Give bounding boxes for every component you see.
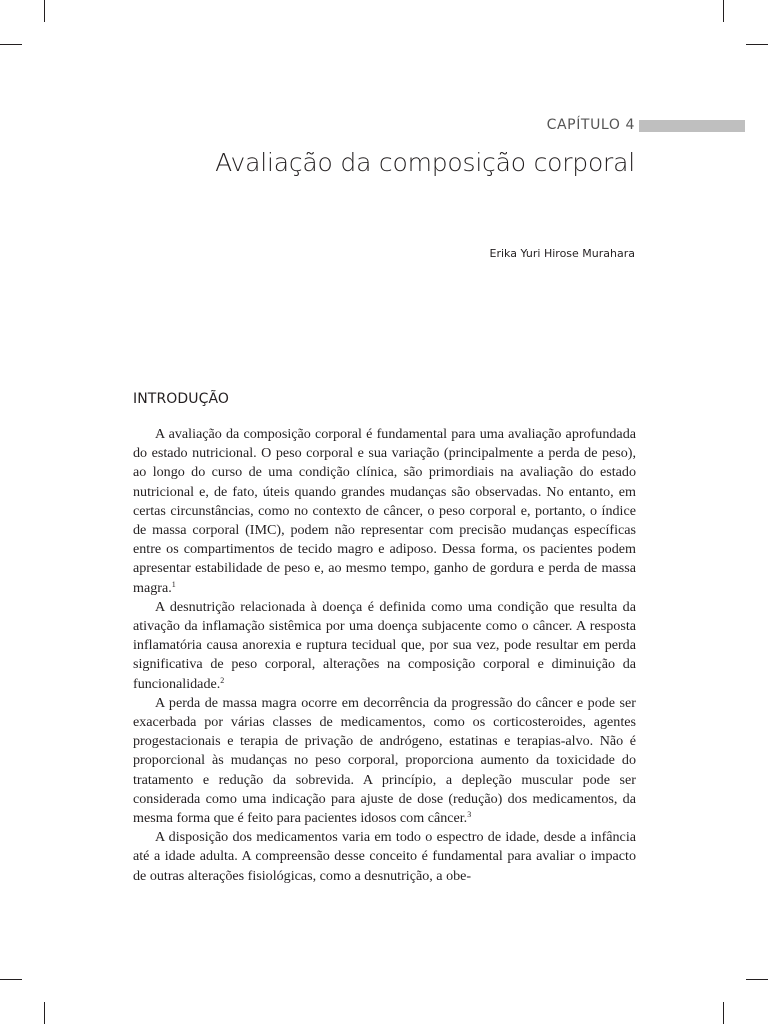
paragraph-3 — [133, 694, 636, 828]
reference-3: 3 — [467, 810, 472, 820]
paragraph-1 — [133, 425, 636, 598]
crop-mark-bottom-right-v — [723, 1002, 724, 1024]
paragraph-4 — [133, 828, 636, 886]
paragraph-4-text: A disposição dos medicamentos varia em todo o espectro de idade, desde a infância até a idade adulta. A compreensão desse conceito é fundamental para avaliar o impacto de outras alterações fisiológicas, como a desnutrição, a obe- — [133, 829, 636, 884]
chapter-bar — [639, 120, 745, 132]
paragraph-2 — [133, 598, 636, 694]
crop-mark-top-right-v — [723, 0, 724, 22]
reference-2: 2 — [220, 675, 225, 685]
crop-mark-bottom-right-h — [746, 979, 768, 980]
crop-mark-bottom-left-h — [0, 979, 22, 980]
chapter-label: CAPÍTULO 4 — [546, 117, 635, 133]
body-text — [133, 425, 636, 886]
reference-1: 1 — [171, 579, 176, 589]
crop-mark-top-left-h — [0, 44, 22, 45]
paragraph-1-text: A avaliação da composição corporal é fundamental para uma avaliação aprofundada do estado nutricional. O peso corporal e sua variação (principalmente a perda de peso), ao longo do curso de uma condição clínica, são primordiais na avaliação do estado nutricional e, de fato, úteis quando grandes mudanças são observadas. No entanto, em certas circunstâncias, como no contexto de câncer, o peso corporal e, portanto, o índice de massa corporal (IMC), podem não representar com precisão mudanças específicas entre os compartimentos de tecido magro e adiposo. Dessa forma, os pacientes podem apresentar estabilidade de peso e, ao mesmo tempo, ganho de gordura e perda de massa magra. — [133, 426, 636, 596]
crop-mark-top-left-v — [44, 0, 45, 22]
crop-mark-bottom-left-v — [44, 1002, 45, 1024]
chapter-title: Avaliação da composição corporal — [215, 148, 635, 177]
paragraph-3-text: A perda de massa magra ocorre em decorrência da progressão do câncer e pode ser exacerbada por várias classes de medicamentos, como os corticosteroides, agentes progestacionais e terapia de privação de andrógeno, estatinas e terapias-alvo. Não é proporcional às mudanças no peso corporal, proporciona aumento da toxicidade do tratamento e redução da sobrevida. A princípio, a depleção muscular pode ser considerada como uma indicação para ajuste de dose (redução) dos medicamentos, da mesma forma que é feito para pacientes idosos com câncer. — [133, 694, 636, 827]
author-name: Erika Yuri Hirose Murahara — [489, 247, 635, 260]
crop-mark-top-right-h — [746, 44, 768, 45]
paragraph-2-text: A desnutrição relacionada à doença é definida como uma condição que resulta da ativação da inflamação sistêmica por uma doença subjacente como o câncer. A resposta inflamatória causa anorexia e ruptura tecidual que, por sua vez, pode resultar em perda significativa de peso corporal, alterações na composição corporal e diminuição da funcionalidade. — [133, 598, 636, 692]
section-heading: INTRODUÇÃO — [133, 391, 230, 407]
